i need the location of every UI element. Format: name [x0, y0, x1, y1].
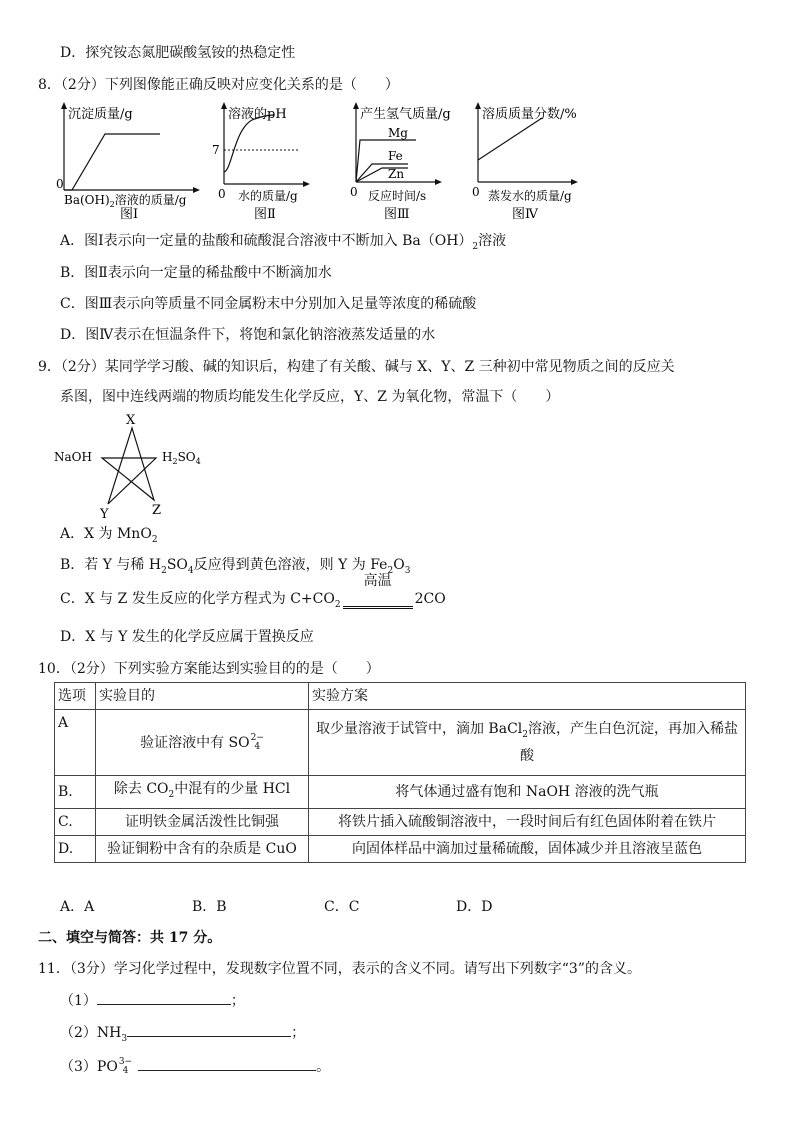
fig3-label-fe: Fe — [388, 149, 403, 163]
figure-3 — [342, 100, 472, 225]
q9-b-sub4: 3 — [404, 565, 411, 576]
table-row — [55, 835, 746, 862]
fig3-label-mg: Mg — [388, 126, 408, 140]
q8-figures — [50, 100, 610, 225]
row-b-option: B. — [55, 776, 96, 809]
q9-b-mid3: O — [393, 557, 405, 573]
q8-option-b: B．图Ⅱ表示向一定量的稀盐酸中不断滴加水 — [60, 265, 332, 281]
q9-b-sub3: 2 — [387, 565, 394, 576]
star-h2so4-sub2: 4 — [195, 457, 201, 466]
q9-a-sub: 2 — [151, 534, 158, 545]
fig3-ylabel: 产生氢气质量/g — [360, 107, 451, 122]
fig3-y-arrow — [353, 102, 359, 109]
fig3-caption: 图Ⅲ — [384, 207, 410, 222]
q11-item-1-end: ； — [230, 993, 245, 1009]
row-a-goal-text: 验证溶液中有 SO — [140, 734, 250, 751]
star-z: Z — [152, 503, 162, 518]
table-header-row — [55, 683, 746, 710]
q11-item-1-num: （1） — [60, 993, 97, 1009]
q9-c-condition: 高温 — [363, 573, 392, 589]
fig4-caption: 图Ⅳ — [512, 207, 538, 222]
row-a-goal-ion — [251, 734, 264, 752]
q10-choice-c: C．C — [324, 899, 360, 915]
table-row — [55, 808, 746, 835]
q11-item-3-num: （3） — [60, 1059, 97, 1075]
q9-b-mid2: 反应得到黄色溶液，则 Y 为 Fe — [193, 557, 388, 573]
fig3-series-mg — [356, 140, 416, 182]
header-plan: 实验方案 — [309, 683, 746, 710]
row-d-option: D. — [55, 835, 96, 862]
row-c-plan: 将铁片插入硫酸铜溶液中，一段时间后有红色固体附着在铁片 — [309, 808, 746, 835]
figure-4 — [464, 100, 610, 225]
figure-1 — [50, 100, 200, 225]
q10-stem: 10．（2分）下列实验方案能达到实验目的的是（ ） — [38, 661, 380, 677]
row-a-option: A — [55, 710, 96, 776]
fig1-x-arrow — [193, 187, 200, 193]
fig1-xlabel-sub: 2 — [109, 200, 115, 209]
fig1-ylabel: 沉淀质量/g — [68, 107, 133, 122]
q9-option-d: D．X 与 Y 发生的化学反应属于置换反应 — [60, 629, 314, 645]
row-b-goal-sub: 2 — [168, 789, 175, 800]
row-b-plan: 将气体通过盛有饱和 NaOH 溶液的洗气瓶 — [309, 776, 746, 809]
star-lines — [102, 428, 156, 504]
q9-option-c — [60, 573, 446, 616]
star-h2so4-sub1: 2 — [172, 457, 178, 466]
fig2-caption: 图Ⅱ — [254, 207, 276, 222]
fig4-xlabel: 蒸发水的质量/g — [488, 189, 572, 203]
q11-stem: 11．（3分）学习化学过程中，发现数字位置不同，表示的含义不同。请写出下列数字“3”的含义。 — [38, 961, 641, 977]
star-h2so4 — [162, 450, 201, 466]
fig3-xlabel: 反应时间/s — [368, 189, 427, 203]
fig2-origin: 0 — [218, 187, 226, 201]
q11-item-3 — [60, 1056, 330, 1078]
row-a-plan-sub: 2 — [522, 729, 528, 740]
q11-item-2-end: ； — [291, 1025, 306, 1041]
header-goal: 实验目的 — [96, 683, 309, 710]
fig2-level: 7 — [212, 143, 220, 157]
q10-choice-a: A．A — [60, 899, 95, 915]
q9-c-pre: C．X 与 Z 发生反应的化学方程式为 C+CO — [60, 591, 335, 607]
row-a-plan — [309, 710, 746, 776]
q9-c-reaction-arrow — [343, 573, 413, 609]
fig4-x-arrow — [571, 179, 578, 185]
q10-choices — [60, 896, 492, 918]
q11-item-2-num: （2） — [60, 1025, 97, 1041]
q11-item-2-sub: 3 — [121, 1033, 128, 1044]
q11-answer-blank-1[interactable] — [97, 990, 231, 1005]
row-a-goal-sub: 4 — [254, 741, 261, 752]
q8-a-pre: A．图Ⅰ表示向一定量的盐酸和硫酸混合溶液中不断加入 Ba（OH） — [60, 233, 473, 249]
q10-choice-b: B．B — [192, 899, 227, 915]
fig1-caption: 图Ⅰ — [120, 207, 139, 222]
row-b-goal — [96, 776, 309, 809]
q11-item-2 — [60, 1022, 305, 1050]
row-a-plan-post: 溶液，产生白色沉淀，再加入稀盐酸 — [520, 720, 738, 765]
table-row — [55, 710, 746, 776]
q7-option-d: D．探究铵态氮肥碳酸氢铵的热稳定性 — [60, 45, 296, 61]
fig1-xlabel-post: 溶液的质量/g — [114, 193, 187, 207]
fig1-curve — [64, 134, 160, 190]
row-a-goal — [96, 710, 309, 776]
q9-b-mid: SO — [166, 557, 188, 573]
row-a-goal-sup: 2− — [250, 732, 264, 743]
star-naoh: NaOH — [54, 450, 92, 464]
header-option: 选项 — [55, 683, 96, 710]
row-d-goal: 验证铜粉中含有的杂质是 CuO — [96, 835, 309, 862]
q11-item-1 — [60, 990, 245, 1012]
q9-stem-line2: 系图，图中连线两端的物质均能发生化学反应，Y、Z 为氧化物，常温下（ ） — [60, 389, 560, 405]
q10-choice-d: D．D — [456, 899, 493, 915]
figure-2 — [210, 100, 320, 225]
q9-star-diagram — [50, 412, 220, 520]
fig4-origin: 0 — [472, 185, 480, 199]
q11-item-3-formula: PO — [96, 1059, 118, 1075]
q11-item-3-end: 。 — [316, 1059, 331, 1075]
q10-experiment-table — [54, 682, 746, 863]
q11-item-3-sup: 3− — [118, 1057, 133, 1067]
fig2-x-arrow — [303, 181, 310, 187]
star-x: X — [126, 413, 136, 428]
row-c-option: C. — [55, 808, 96, 835]
fig3-x-arrow — [435, 179, 442, 185]
q8-option-a — [60, 230, 506, 258]
star-h2so4-so: SO — [177, 450, 196, 464]
row-a-plan-pre: 取少量溶液于试管中，滴加 BaCl — [315, 720, 523, 737]
q9-b-sub2: 4 — [187, 565, 194, 576]
table-row — [55, 776, 746, 809]
q9-c-post: 2CO — [414, 591, 446, 607]
fig2-curve — [224, 115, 274, 172]
q9-option-a — [60, 523, 158, 551]
q8-a-sub: 2 — [472, 241, 479, 252]
row-b-goal-pre: 除去 CO — [113, 781, 169, 797]
q9-b-pre: B．若 Y 与稀 H — [60, 557, 162, 573]
star-y: Y — [100, 507, 109, 520]
q11-answer-blank-3[interactable] — [138, 1056, 316, 1071]
q8-option-d: D．图Ⅳ表示在恒温条件下，将饱和氯化钠溶液蒸发适量的水 — [60, 327, 436, 343]
fig3-origin: 0 — [350, 185, 358, 199]
fig1-xlabel-pre: Ba(OH) — [64, 193, 110, 207]
q9-a-pre: A．X 为 MnO — [60, 526, 152, 542]
fig2-xlabel: 水的质量/g — [238, 189, 298, 203]
q8-option-c: C．图Ⅲ表示向等质量不同金属粉末中分别加入足量等浓度的稀硫酸 — [60, 296, 477, 312]
star-h2so4-h: H — [162, 450, 173, 464]
q8-a-post: 溶液 — [478, 233, 507, 249]
q11-answer-blank-2[interactable] — [127, 1022, 291, 1037]
fig4-curve — [478, 118, 542, 160]
fig1-y-arrow — [61, 102, 67, 109]
q9-c-sub: 2 — [334, 599, 341, 610]
q11-item-2-formula: NH — [96, 1025, 122, 1041]
q8-stem: 8．（2分）下列图像能正确反映对应变化关系的是（ ） — [38, 77, 399, 93]
fig3-label-zn: Zn — [388, 167, 405, 181]
row-b-goal-post: 中混有的少量 HCl — [174, 781, 291, 797]
q9-stem-line1: 9．（2分）某同学学习酸、碱的知识后，构建了有关酸、碱与 X、Y、Z 三种初中常见物质之间的反应关 — [38, 359, 675, 375]
fig4-y-arrow — [475, 102, 481, 109]
fig1-origin: 0 — [56, 177, 64, 191]
row-d-plan: 向固体样品中滴加过量稀硫酸，固体减少并且溶液呈蓝色 — [309, 835, 746, 862]
q11-item-3-ion — [119, 1058, 132, 1076]
fig2-y-arrow — [221, 102, 227, 109]
row-c-goal: 证明铁金属活泼性比铜强 — [96, 808, 309, 835]
section-2-title: 二、填空与简答：共 17 分。 — [38, 930, 222, 946]
fig4-ylabel: 溶质质量分数/% — [482, 107, 577, 122]
fig2-ylabel: 溶液的pH — [228, 107, 287, 122]
q11-item-3-sub: 4 — [122, 1066, 129, 1076]
q9-b-sub1: 2 — [161, 565, 167, 576]
